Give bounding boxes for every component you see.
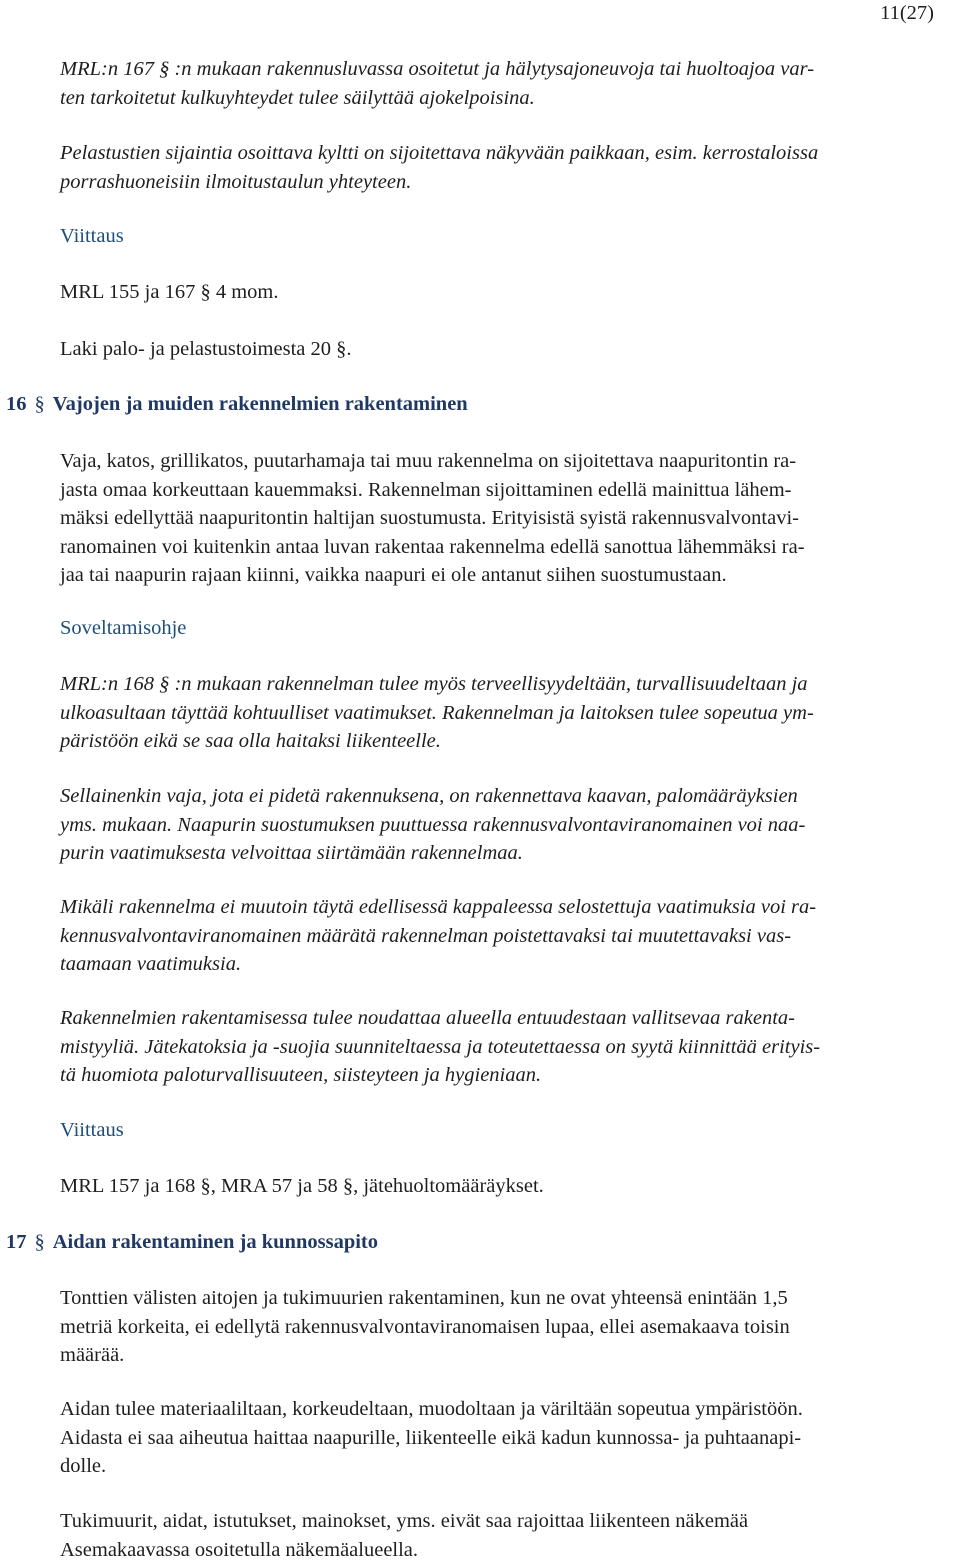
text-line: MRL:n 167 § :n mukaan rakennusluvassa osoitetut ja hälytysajoneuvoja tai huoltoajoa var- [60,58,815,80]
paragraph-fence-appearance [60,1395,940,1481]
text-line: kennusvalvontaviranomainen määrätä rakennelman poistettavaksi tai muutettavaksi vas- [60,924,792,947]
section-heading-16 [6,390,946,419]
paragraph-rescue-sign [60,139,940,196]
text-line: mäksi edellyttää naapuritontin haltijan suostumusta. Erityisistä syistä rakennusvalvontavi- [60,507,799,530]
subheading-viittaus [60,222,940,251]
text-line: jaa tai naapurin rajaan kiinni, vaikka naapuri ei ole antanut siihen suostumustaan. [60,564,727,587]
text-line: Vaja, katos, grillikatos, puutarhamaja tai muu rakennelma on sijoitettava naapuritontin ra- [60,450,797,472]
subheading-soveltamisohje [60,614,940,643]
reference-text: MRL 155 ja 167 § 4 mom. [60,281,279,303]
text-line: päristöön eikä se saa olla haitaksi liikenteelle. [60,730,441,753]
paragraph-shed-placement [60,447,940,590]
paragraph-removal-order [60,893,940,979]
text-line: jasta omaa korkeuttaan kauemmaksi. Rakennelman sijoittaminen edellä mainittua lähem- [60,478,792,501]
text-line: taamaan vaatimuksia. [60,953,242,976]
text-line: MRL:n 168 § :n mukaan rakennelman tulee myös terveellisyydeltään, turvallisuudeltaan ja [60,673,808,695]
text-line: porrashuoneisiin ilmoitustaulun yhteyteen. [60,170,412,193]
reference-line [60,1172,940,1201]
text-line: Tonttien välisten aitojen ja tukimuurien rakentaminen, kun ne ovat yhteensä enintään 1,5 [60,1287,788,1309]
paragraph-fence-permit [60,1284,940,1370]
text-line: määrää. [60,1344,125,1367]
reference-text: Laki palo- ja pelastustoimesta 20 §. [60,338,352,360]
text-line: Aidasta ei saa aiheutua haittaa naapurille, liikenteelle eikä kadun kunnossa- ja puhtaanapi- [60,1426,802,1449]
page-number: 11(27) [880,2,934,24]
text-line: Tukimuurit, aidat, istutukset, mainokset, yms. eivät saa rajoittaa liikenteen näkemää [60,1510,749,1532]
text-line: ranomainen voi kuitenkin antaa luvan rakentaa rakennelma edellä sanottua lähemmäksi ra- [60,535,805,558]
reference-text: MRL 157 ja 168 §, MRA 57 ja 58 §, jätehuoltomääräykset. [60,1175,544,1197]
text-line: dolle. [60,1455,107,1478]
text-line: Asemakaavassa osoitetulla näkemäalueella. [60,1538,419,1561]
text-line: yms. mukaan. Naapurin suostumuksen puuttuessa rakennusvalvontaviranomainen voi naa- [60,813,806,836]
section-symbol: § [34,393,45,415]
paragraph-structure-requirements [60,670,940,756]
text-line: purin vaatimuksesta velvoittaa siirtämään rakennelmaa. [60,842,523,865]
paragraph-building-style [60,1004,940,1090]
section-symbol: § [34,1231,45,1253]
text-line: Mikäli rakennelma ei muutoin täytä edellisessä kappaleessa selostettuja vaatimuksia voi ra- [60,896,817,918]
section-title: Aidan rakentaminen ja kunnossapito [52,1231,378,1253]
subheading-text: Viittaus [60,225,124,247]
text-line: Aidan tulee materiaaliltaan, korkeudeltaan, muodoltaan ja väriltään sopeutua ympäristöön. [60,1398,803,1420]
text-line: ulkoasultaan täyttää kohtuulliset vaatimukset. Rakennelman ja laitoksen tulee sopeutua ym- [60,701,814,724]
section-number: 17 [6,1231,27,1253]
paragraph-visibility [60,1507,940,1564]
text-line: Rakennelmien rakentamisessa tulee noudattaa alueella entuudestaan vallitsevaa rakenta- [60,1007,795,1029]
text-line: ten tarkoitetut kulkuyhteydet tulee säilyttää ajokelpoisina. [60,86,535,109]
subheading-text: Soveltamisohje [60,617,187,639]
reference-line [60,278,940,307]
text-line: tä huomiota paloturvallisuuteen, siisteyteen ja hygieniaan. [60,1064,542,1087]
subheading-text: Viittaus [60,1119,124,1141]
section-title: Vajojen ja muiden rakennelmien rakentaminen [52,393,468,415]
subheading-viittaus [60,1116,940,1145]
paragraph-rescue-access [60,55,940,112]
text-line: Sellainenkin vaja, jota ei pidetä rakennuksena, on rakennettava kaavan, palomääräyksien [60,785,798,807]
section-heading-17 [6,1228,946,1257]
text-line: metriä korkeita, ei edellytä rakennusvalvontaviranomaisen lupaa, ellei asemakaava toisin [60,1315,790,1338]
text-line: Pelastustien sijaintia osoittava kyltti on sijoitettava näkyvään paikkaan, esim. kerrostaloissa [60,142,819,164]
section-number: 16 [6,393,27,415]
reference-line [60,335,940,364]
text-line: mistyyliä. Jätekatoksia ja -suojia suunniteltaessa ja toteutettaessa on syytä kiinnittää erityis- [60,1035,821,1058]
paragraph-shed-rules [60,782,940,868]
